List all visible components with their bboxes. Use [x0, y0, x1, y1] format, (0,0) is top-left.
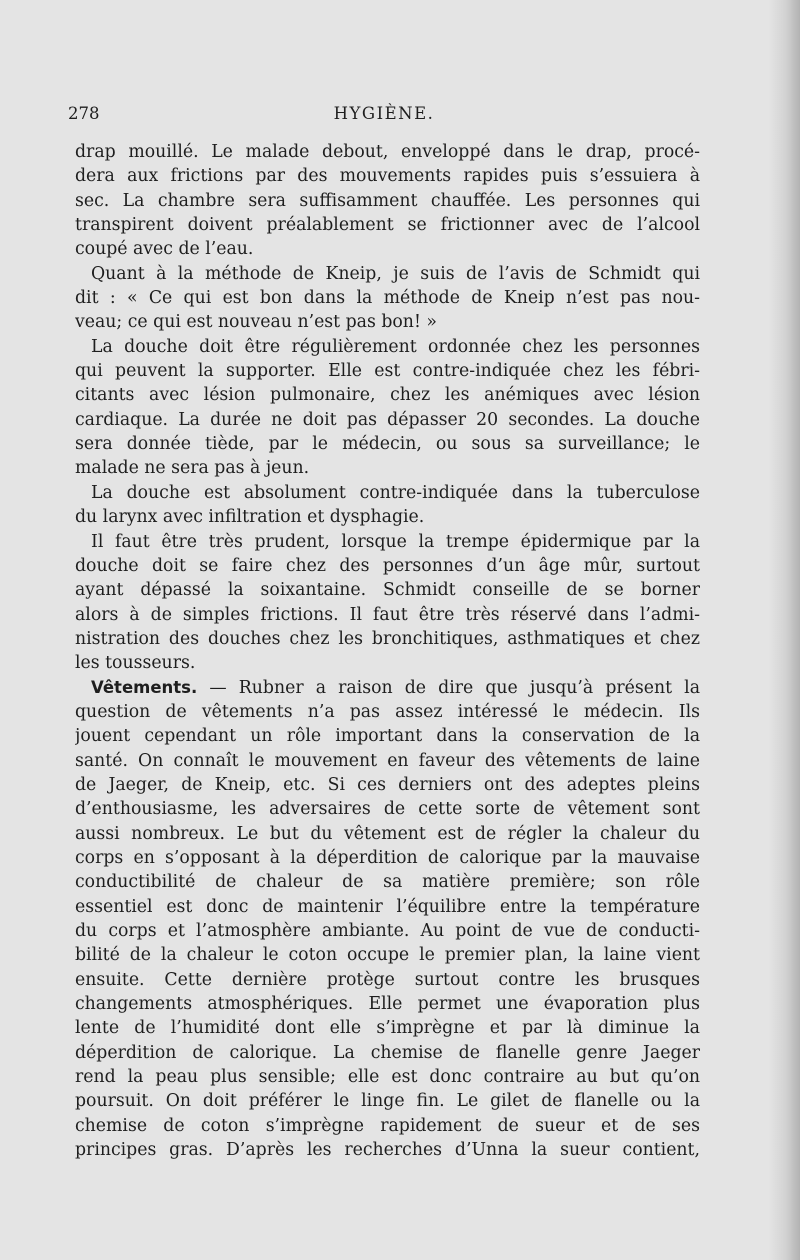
text-line: corps en s’opposant à la déperdition de calorique par la mauvaise [75, 847, 700, 868]
heading-line-text: — Rubner a raison de dire que jusqu’à présent la [197, 677, 700, 698]
text-line: conductibilité de chaleur de sa matière première; son rôle [75, 872, 700, 893]
text-line: du corps et l’atmosphère ambiante. Au point de vue de conducti- [75, 921, 700, 941]
text-line: dit : « Ce qui est bon dans la méthode de Kneip n’est pas nou- [75, 288, 700, 309]
text-line: citants avec lésion pulmonaire, chez les anémiques avec lésion [75, 385, 700, 406]
text-line: ensuite. Cette dernière protège surtout contre les brusques [75, 969, 700, 990]
text-line: alors à de simples frictions. Il faut être très réservé dans l’admi- [75, 604, 700, 625]
text-line: poursuit. On doit préférer le linge fin. Le gilet de flanelle ou la [75, 1091, 700, 1112]
running-title: HYGIÈNE. [333, 104, 435, 123]
page-header [68, 104, 700, 128]
text-line: qui peuvent la supporter. Elle est contre-indiquée chez les fébri- [75, 361, 700, 382]
text-line: La douche doit être régulièrement ordonnée chez les personnes [91, 336, 700, 357]
text-line: les tousseurs. [75, 653, 196, 674]
text-line: déperdition de calorique. La chemise de flanelle genre Jaeger [75, 1042, 700, 1063]
text-line: malade ne sera pas à jeun. [75, 458, 310, 479]
text-line: lente de l’humidité dont elle s’imprègne et par là diminue la [75, 1018, 700, 1039]
text-line: drap mouillé. Le malade debout, enveloppé dans le drap, procé- [75, 142, 700, 162]
text-line: de Jaeger, de Kneip, etc. Si ces derniers ont des adeptes pleins [75, 774, 700, 795]
text-line: sera donnée tiède, par le médecin, ou sous sa surveillance; le [75, 434, 700, 455]
text-line: transpirent doivent préalablement se frictionner avec de l’alcool [75, 215, 700, 236]
body-text [75, 140, 700, 1162]
text-line: du larynx avec infiltration et dysphagie. [75, 507, 425, 528]
text-line: coupé avec de l’eau. [75, 239, 254, 260]
text-line: La douche est absolument contre-indiquée dans la tuberculose [91, 482, 700, 503]
vetements-heading-line [75, 676, 700, 700]
text-line: d’enthousiasme, les adversaires de cette sorte de vêtement sont [75, 799, 700, 820]
text-line: jouent cependant un rôle important dans la conservation de la [75, 726, 700, 747]
text-line: santé. On connaît le mouvement en faveur des vêtements de laine [75, 750, 700, 771]
text-line: sec. La chambre sera suffisamment chauffée. Les personnes qui [75, 190, 700, 211]
text-line: veau; ce qui est nouveau n’est pas bon! » [75, 312, 437, 333]
text-line: nistration des douches chez les bronchitiques, asthmatiques et chez [75, 628, 700, 649]
text-line: bilité de la chaleur le coton occupe le premier plan, la laine vient [75, 945, 700, 966]
text-line: Quant à la méthode de Kneip, je suis de l’avis de Schmidt qui [91, 263, 700, 284]
section-heading: Vêtements. [91, 677, 198, 697]
text-line: ayant dépassé la soixantaine. Schmidt conseille de se borner [75, 580, 700, 601]
text-line: dera aux frictions par des mouvements rapides puis s’essuiera à [75, 166, 700, 187]
text-line: aussi nombreux. Le but du vêtement est de régler la chaleur du [75, 823, 700, 844]
text-line: rend la peau plus sensible; elle est donc contraire au but qu’on [75, 1067, 700, 1088]
text-line: question de vêtements n’a pas assez intéressé le médecin. Ils [75, 701, 700, 722]
text-line: Il faut être très prudent, lorsque la trempe épidermique par la [91, 531, 700, 552]
text-line: cardiaque. La durée ne doit pas dépasser 20 secondes. La douche [75, 409, 700, 430]
text-line: changements atmosphériques. Elle permet une évaporation plus [75, 994, 700, 1015]
page-number: 278 [68, 104, 100, 123]
text-line: essentiel est donc de maintenir l’équilibre entre la température [75, 896, 700, 917]
scan-shadow-edge [768, 0, 800, 1260]
text-line: douche doit se faire chez des personnes d’un âge mûr, surtout [75, 555, 700, 576]
text-line: chemise de coton s’imprègne rapidement de sueur et de ses [75, 1115, 700, 1136]
text-line: principes gras. D’après les recherches d’Unna la sueur contient, [75, 1140, 700, 1161]
